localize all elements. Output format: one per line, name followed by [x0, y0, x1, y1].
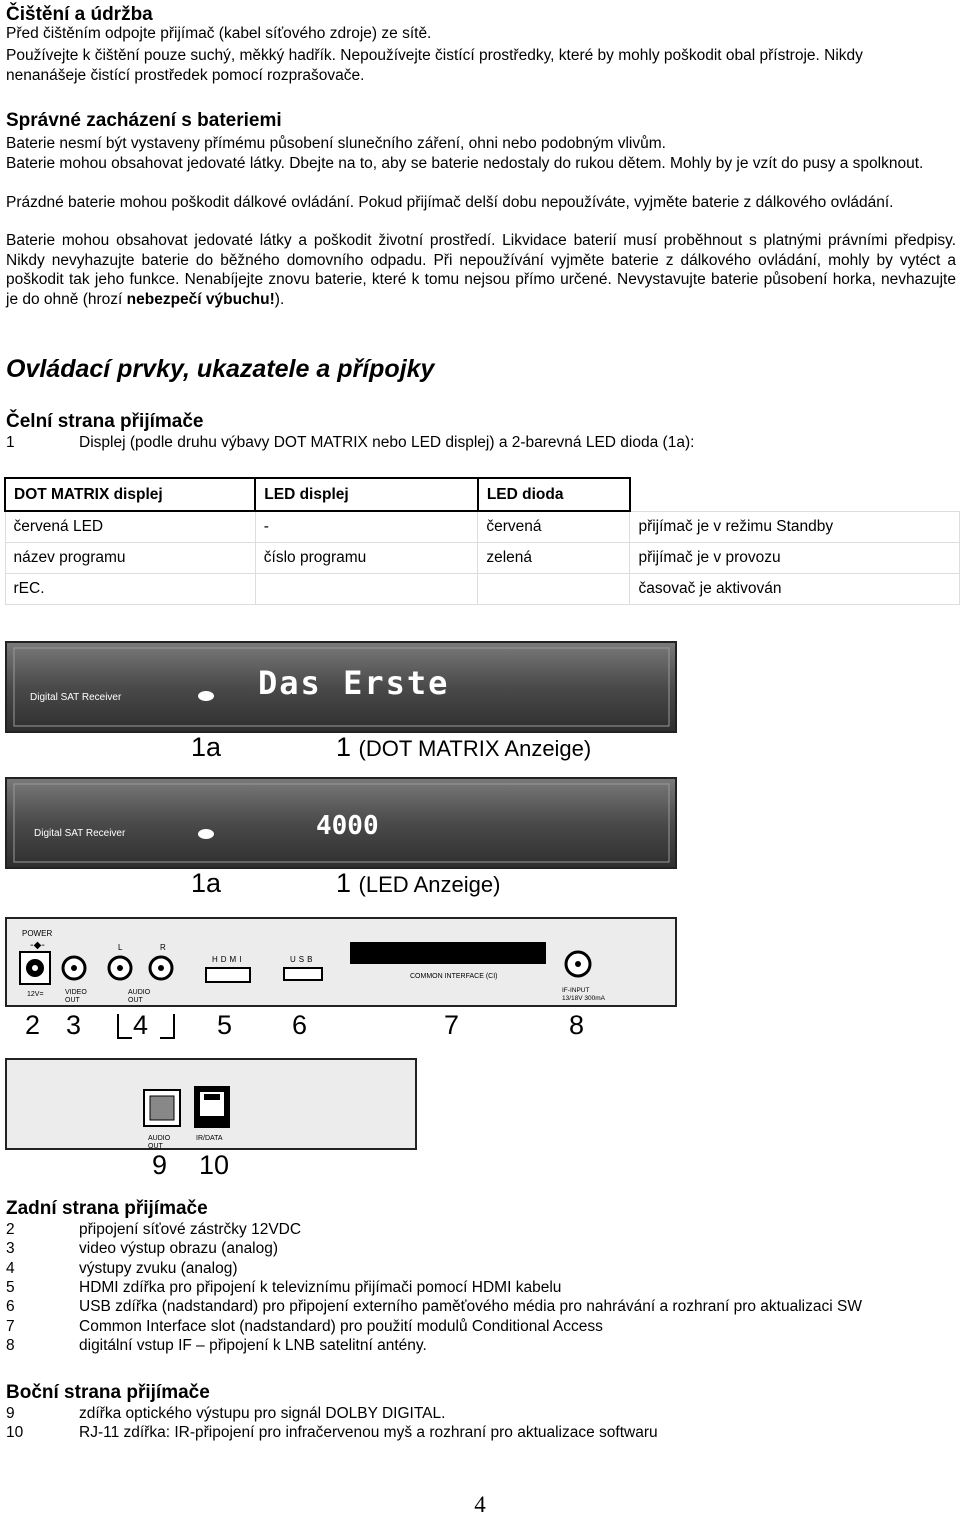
- label-10: 10: [199, 1150, 230, 1180]
- audio-l-label: L: [118, 943, 123, 952]
- list-item-num: 3: [6, 1240, 15, 1257]
- list-item-num: 8: [6, 1337, 15, 1354]
- list-item-text: HDMI zdířka pro připojení k televiznímu přijímači pomocí HDMI kabelu: [79, 1279, 562, 1296]
- batteries-p1: Baterie nesmí být vystaveny přímému působení slunečního záření, ohni nebo podobným vlivům.: [6, 135, 666, 152]
- label-3: 3: [66, 1010, 82, 1040]
- batteries-p2: Baterie mohou obsahovat jedovaté látky. Dbejte na to, aby se baterie nedostaly do rukou dětem. Mohly by je vzít do pusy a spolknout.: [6, 155, 924, 172]
- list-item-num: 6: [6, 1298, 15, 1315]
- cleaning-line-1: Před čištěním odpojte přijímač (kabel síťového zdroje) ze sítě.: [6, 25, 432, 42]
- led-diode-icon: [198, 691, 214, 701]
- label-1-bottom-text: (LED Anzeige): [358, 872, 501, 897]
- video-out-label: VIDEO OUT: [65, 989, 87, 1004]
- list-item-num: 9: [6, 1405, 15, 1422]
- table-cell: [255, 574, 478, 605]
- v12-label: 12V=: [27, 991, 44, 998]
- power-label: POWER: [22, 929, 53, 938]
- table-cell: červená LED: [5, 511, 255, 543]
- page-number: 4: [474, 1492, 486, 1517]
- label-1-top-num: 1: [336, 732, 352, 762]
- header-led-display: LED displej: [255, 478, 478, 511]
- table-row: [5, 574, 960, 605]
- list-item-text: zdířka optického výstupu pro signál DOLBY DIGITAL.: [79, 1405, 446, 1422]
- batteries-p4: [6, 231, 956, 309]
- front1-display: Das Erste: [258, 664, 450, 702]
- header-led-diode: LED dioda: [478, 478, 630, 511]
- front1-brand: Digital SAT Receiver: [30, 692, 122, 703]
- ci-slot-icon: [350, 942, 546, 964]
- if-input-label: IF-INPUT 13/18V 300mA: [562, 987, 606, 1002]
- led-table-header: [5, 478, 960, 511]
- list-item-num: 10: [6, 1424, 24, 1441]
- label-9: 9: [152, 1150, 168, 1180]
- front-item-text: Displej (podle druhu výbavy DOT MATRIX nebo LED displej) a 2-barevná LED dioda (1a):: [79, 434, 695, 451]
- front-panel-led-figure: [0, 774, 680, 872]
- table-cell: číslo programu: [255, 543, 478, 574]
- ci-label: COMMON INTERFACE (CI): [410, 973, 498, 980]
- ir-data-label: IR/DATA: [196, 1135, 223, 1142]
- controls-title: Ovládací prvky, ukazatele a přípojky: [6, 355, 435, 383]
- front2-display: 4000: [316, 811, 379, 841]
- list-item-text: připojení síťové zástrčky 12VDC: [79, 1221, 302, 1238]
- audio-out-label: AUDIO OUT: [128, 989, 151, 1004]
- label-1-top-text: (DOT MATRIX Anzeige): [358, 736, 592, 761]
- list-item-text: digitální vstup IF – připojení k LNB satelitní antény.: [79, 1337, 427, 1354]
- dc-polarity-icon: -◆-: [30, 940, 45, 951]
- label-7: 7: [444, 1010, 460, 1040]
- label-4: 4: [133, 1010, 149, 1040]
- label-1-top: [336, 732, 591, 763]
- rear-title: Zadní strana přijímače: [6, 1198, 208, 1219]
- table-row: [5, 511, 960, 543]
- label-2: 2: [25, 1010, 41, 1040]
- table-row: [5, 543, 960, 574]
- led-table: [4, 477, 960, 605]
- cleaning-title: Čištění a údržba: [6, 4, 153, 25]
- batteries-p4-end: ).: [274, 290, 285, 308]
- list-item-text: video výstup obrazu (analog): [79, 1240, 279, 1257]
- list-item-num: 2: [6, 1221, 15, 1238]
- header-empty: [630, 478, 960, 511]
- label-6: 6: [292, 1010, 308, 1040]
- list-item-num: 5: [6, 1279, 15, 1296]
- cleaning-line-2: Používejte k čištění pouze suchý, měkký hadřík. Nepoužívejte čistící prostředky, které by mohly poškodit obal přístroje. Nikdy nenanášeje čistící prostředek pomocí rozprašovače.: [6, 47, 863, 84]
- table-cell: -: [255, 511, 478, 543]
- table-cell: červená: [478, 511, 630, 543]
- table-cell: časovač je aktivován: [630, 574, 960, 605]
- side-title: Boční strana přijímače: [6, 1382, 210, 1403]
- front-panel-dot-matrix-figure: [0, 638, 680, 736]
- batteries-p3: Prázdné baterie mohou poškodit dálkové ovládání. Pokud přijímač delší dobu nepoužíváte, vyjměte baterie z dálkového ovládání.: [6, 194, 894, 211]
- front-item-num: 1: [6, 434, 15, 451]
- usb-port-icon: [284, 968, 322, 980]
- table-cell: přijímač je v režimu Standby: [630, 511, 960, 543]
- list-item-text: výstupy zvuku (analog): [79, 1260, 238, 1277]
- side-audio-out-label: AUDIO OUT: [148, 1135, 171, 1150]
- side-panel-figure: [0, 1056, 420, 1152]
- list-item-text: USB zdířka (nadstandard) pro připojení externího paměťového média pro nahrávání a rozhraní pro aktualizaci SW: [79, 1298, 862, 1315]
- list-item-num: 4: [6, 1260, 15, 1277]
- led-diode-icon: [198, 829, 214, 839]
- table-cell: zelená: [478, 543, 630, 574]
- hdmi-label: HDMI: [212, 955, 245, 964]
- header-dot-matrix: DOT MATRIX displej: [5, 478, 255, 511]
- label-1a-bottom: 1a: [191, 868, 222, 898]
- audio-r-label: R: [160, 943, 166, 952]
- table-cell: přijímač je v provozu: [630, 543, 960, 574]
- table-cell: [478, 574, 630, 605]
- label-1a-top: 1a: [191, 732, 222, 762]
- table-cell: název programu: [5, 543, 255, 574]
- table-cell: rEC.: [5, 574, 255, 605]
- label-1-bottom: [336, 868, 500, 899]
- batteries-title: Správné zacházení s bateriemi: [6, 110, 282, 131]
- label-8: 8: [569, 1010, 585, 1040]
- hdmi-port-icon: [206, 968, 250, 982]
- front2-brand: Digital SAT Receiver: [34, 828, 126, 839]
- batteries-p4-text: Baterie mohou obsahovat jedovaté látky a poškodit životní prostředí. Likvidace baterií musí proběhnout s platnými právními předpisy. Nikdy nevyhazujte baterie do běžného domovního odpadu. Při nepoužívání vyjměte baterie z dálkového ovládání, mohly by vytéct a poškodit tak jeho funkce. Nenabíjejte znovu baterie, které k tomu nejsou přímo určené. Nevystavujte baterie působení horka, nevhazujte je do ohně (hrozí: [6, 232, 956, 308]
- rear-panel-figure: [0, 914, 680, 1010]
- label-1-bottom-num: 1: [336, 868, 352, 898]
- list-item-text: RJ-11 zdířka: IR-připojení pro infračervenou myš a rozhraní pro aktualizace softwaru: [79, 1424, 658, 1441]
- list-item-num: 7: [6, 1318, 15, 1335]
- batteries-p4-warning: nebezpečí výbuchu!: [126, 290, 275, 308]
- front-title: Čelní strana přijímače: [6, 411, 204, 432]
- list-item-text: Common Interface slot (nadstandard) pro použití modulů Conditional Access: [79, 1318, 603, 1335]
- usb-label: USB: [290, 955, 316, 964]
- label-5: 5: [217, 1010, 233, 1040]
